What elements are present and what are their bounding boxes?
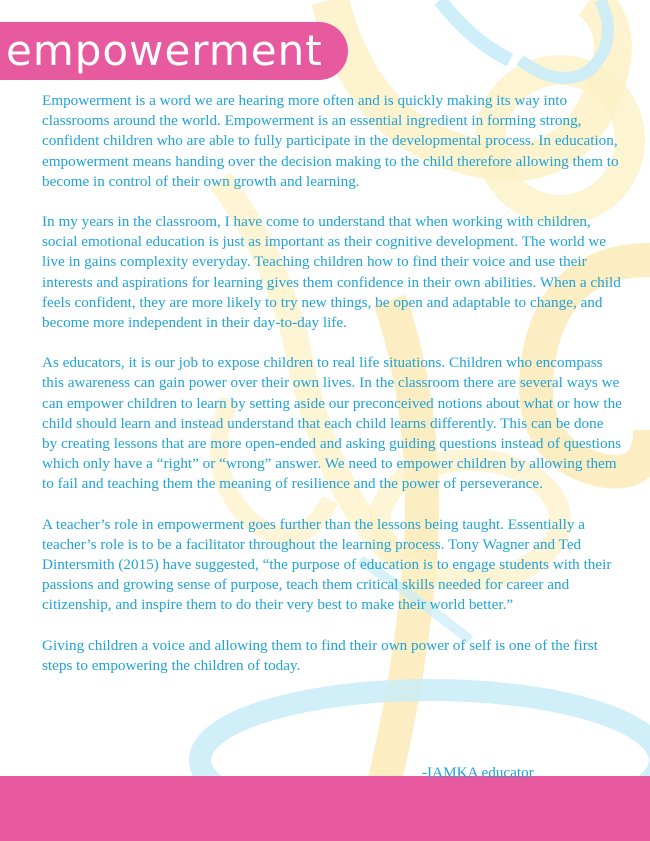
- paragraph-3: As educators, it is our job to expose children to real life situations. Children who encompass this awareness can gain power over their own lives. In the classroom there are several ways we can empower children to learn by setting aside our preconceived notions about what or how the child should learn and instead understand that each child learns differently. This can be done by creating lessons that are more open-ended and asking guiding questions instead of questions which only have a “right” or “wrong” answer. We need to empower children by allowing them to fail and teaching them the meaning of resilience and the power of perseverance.: [42, 354, 622, 493]
- paragraph-2: In my years in the classroom, I have come to understand that when working with children, social emotional education is just as important as their cognitive development. The world we live in gains complexity everyday. Teaching children how to find their voice and use their interests and aspirations for learning gives them confidence in their own abilities. When a child feels confident, they are more likely to try new things, be open and adaptable to change, and become more independent in their day-to-day life.: [42, 213, 621, 332]
- title-banner: [0, 22, 348, 80]
- footer-band: [0, 776, 650, 841]
- article-body: [42, 91, 622, 696]
- paragraph-5: Giving children a voice and allowing them to find their own power of self is one of the first steps to empowering the children of today.: [42, 636, 598, 674]
- paragraph-1: Empowerment is a word we are hearing more often and is quickly making its way into classrooms around the world. Empowerment is an essential ingredient in forming strong, confident children who are able to fully participate in the developmental process. In education, empowerment means handing over the decision making to the child therefore allowing them to become in control of their own growth and learning.: [42, 92, 619, 190]
- signature: -IAMKA educator: [422, 764, 534, 781]
- page-title: empowerment: [6, 26, 323, 75]
- paragraph-4: A teacher’s role in empowerment goes further than the lessons being taught. Essentially a teacher’s role is to be a facilitator throughout the learning process. Tony Wagner and Ted Dintersmith (2015) have suggested, “the purpose of education is to engage students with their passions and growing sense of purpose, teach them critical skills needed for career and citizenship, and inspire them to do their very best to make their world better.”: [42, 515, 612, 614]
